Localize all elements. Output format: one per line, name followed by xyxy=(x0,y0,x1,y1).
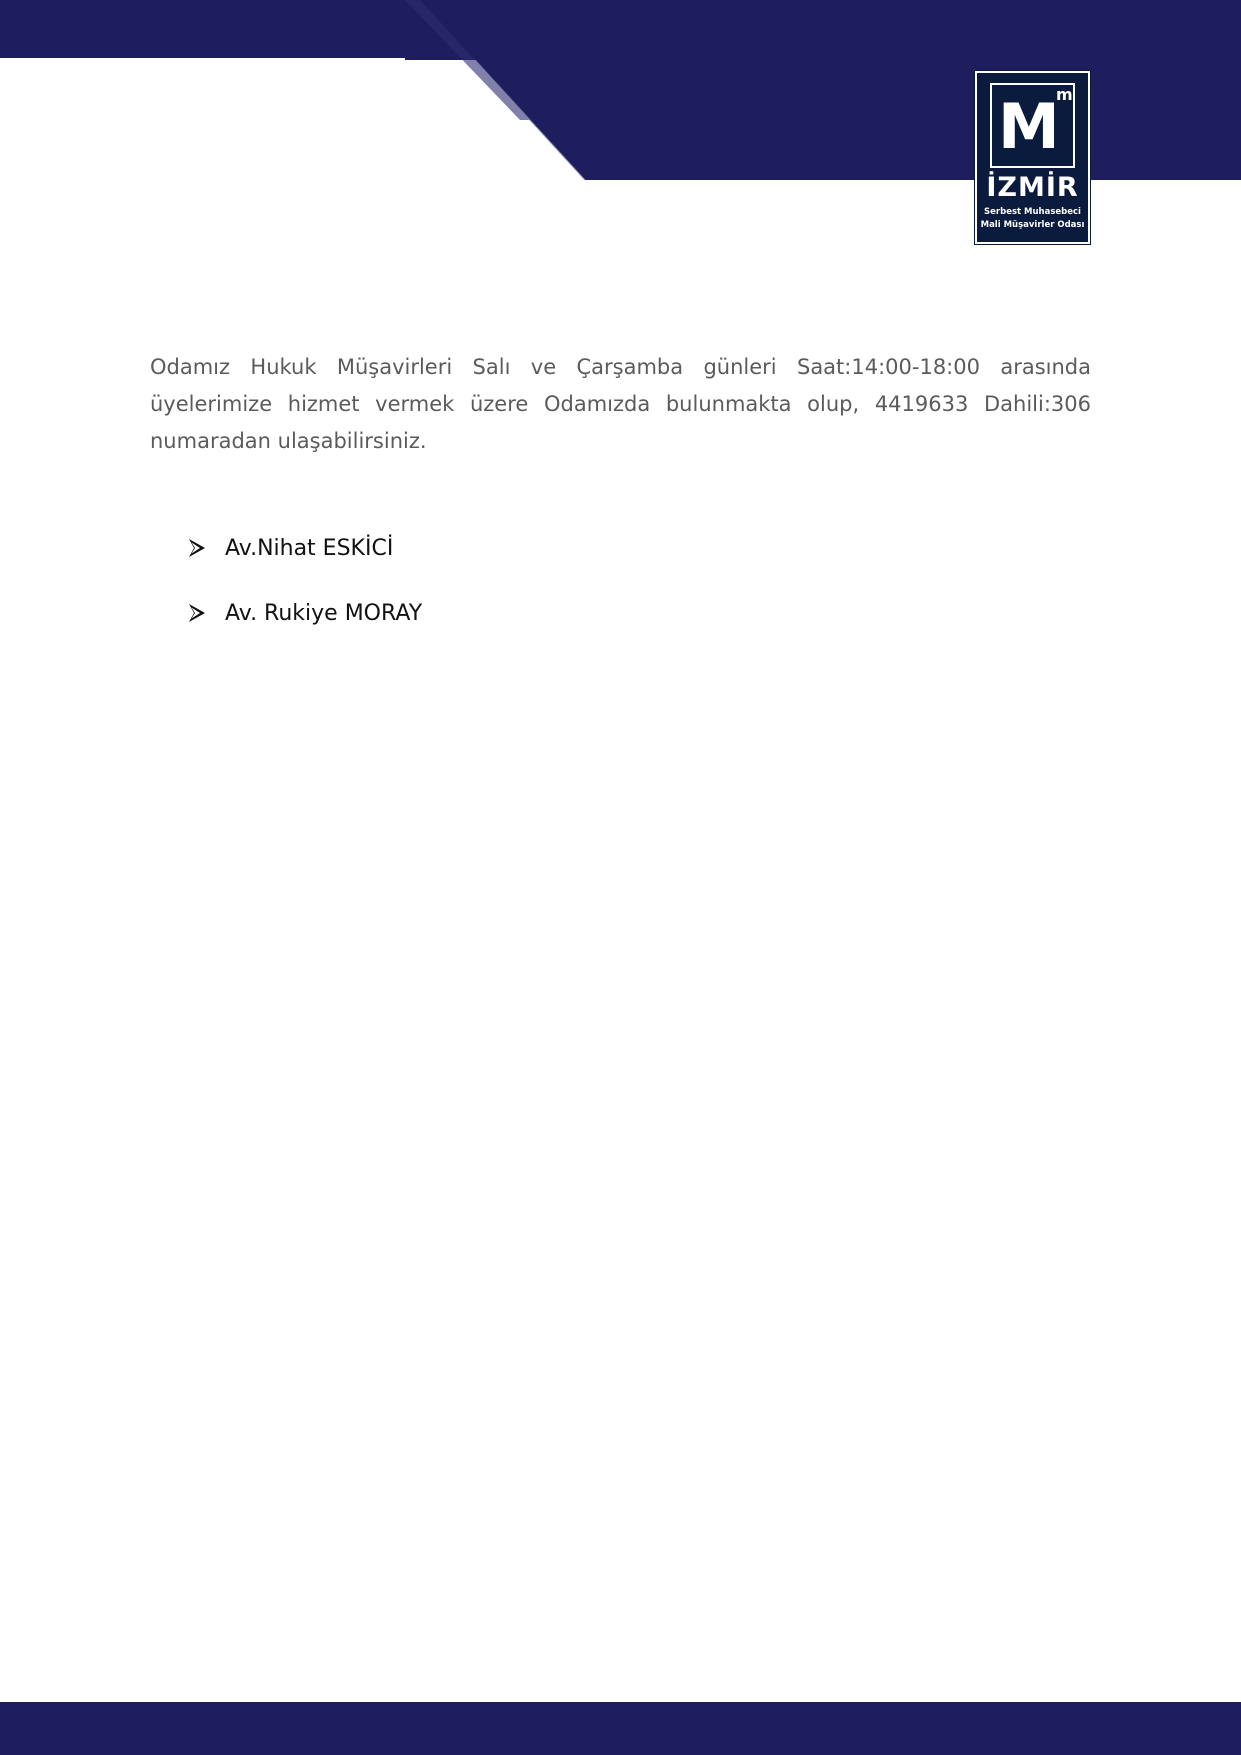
logo-superscript: m xyxy=(1056,85,1073,104)
footer-band xyxy=(0,1702,1241,1755)
lawyer-name: Av.Nihat ESKİCİ xyxy=(225,536,394,561)
logo-monogram-frame xyxy=(990,83,1075,168)
chamber-logo xyxy=(975,71,1090,244)
arrowhead-bullet-icon xyxy=(189,539,205,557)
logo-letter: M xyxy=(998,90,1060,163)
lawyer-name: Av. Rukiye MORAY xyxy=(225,601,423,626)
logo-subtitle-line2: Mali Müşavirler Odası xyxy=(980,220,1085,230)
logo-subtitle-line1: Serbest Muhasebeci xyxy=(984,207,1081,217)
intro-paragraph: Odamız Hukuk Müşavirleri Salı ve Çarşamba günleri Saat:14:00-18:00 arasında üyelerimize hizmet vermek üzere Odamızda bulunmakta olup, 4419633 Dahili:306 numaradan ulaşabilirsiniz. xyxy=(150,355,1091,453)
logo-city: İZMİR xyxy=(986,172,1079,203)
arrowhead-bullet-icon xyxy=(189,604,205,622)
